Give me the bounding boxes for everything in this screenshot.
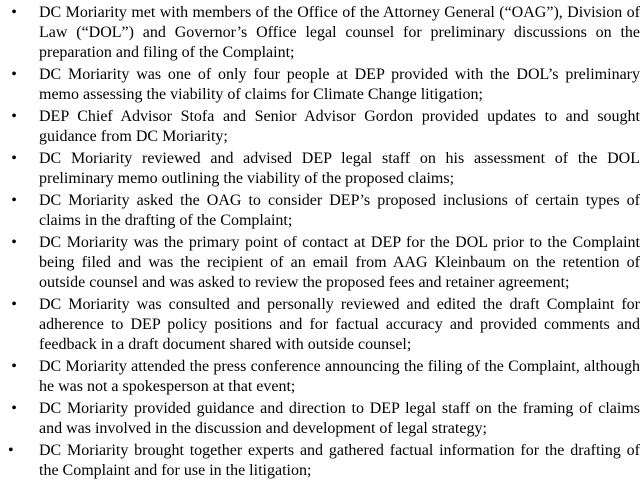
bullet-icon: • — [11, 192, 17, 209]
list-item — [0, 149, 640, 189]
list-item — [0, 233, 640, 293]
bullet-list — [0, 3, 640, 481]
bullet-icon: • — [11, 66, 17, 83]
list-item-text: DEP Chief Advisor Stofa and Senior Advisor Gordon provided updates to and sought guidance from DC Moriarity; — [39, 108, 640, 145]
bullet-icon: • — [11, 296, 17, 313]
list-item — [0, 399, 640, 439]
list-item — [0, 191, 640, 231]
list-item — [0, 3, 640, 63]
list-item-text: DC Moriarity provided guidance and direction to DEP legal staff on the framing of claims and was involved in the discussion and development of legal strategy; — [39, 400, 640, 437]
bullet-icon: • — [11, 4, 17, 21]
list-item-text: DC Moriarity was one of only four people at DEP provided with the DOL’s preliminary memo assessing the viability of claims for Climate Change litigation; — [39, 66, 640, 103]
list-item — [0, 295, 640, 355]
list-item-text: DC Moriarity was consulted and personally reviewed and edited the draft Complaint for adherence to DEP policy positions and for factual accuracy and provided comments and feedback in a draft document shared with outside counsel; — [39, 296, 640, 353]
bullet-icon: • — [11, 150, 17, 167]
list-item — [0, 357, 640, 397]
list-item-text: DC Moriarity met with members of the Office of the Attorney General (“OAG”), Division of Law (“DOL”) and Governor’s Office legal counsel for preliminary discussions on the preparation and filing of the Complaint; — [39, 4, 640, 61]
list-item — [0, 107, 640, 147]
bullet-icon: • — [11, 234, 17, 251]
list-item-text: DC Moriarity was the primary point of contact at DEP for the DOL prior to the Complaint being filed and was the recipient of an email from AAG Kleinbaum on the retention of outside counsel and was asked to review the proposed fees and retainer agreement; — [39, 234, 640, 291]
list-item-text: DC Moriarity reviewed and advised DEP legal staff on his assessment of the DOL preliminary memo outlining the viability of the proposed claims; — [39, 150, 640, 187]
list-item-text: DC Moriarity brought together experts and gathered factual information for the drafting of the Complaint and for use in the litigation; — [39, 442, 640, 479]
bullet-icon: • — [11, 108, 17, 125]
bullet-icon: • — [8, 442, 14, 459]
list-item-text: DC Moriarity asked the OAG to consider DEP’s proposed inclusions of certain types of claims in the drafting of the Complaint; — [39, 192, 640, 229]
list-item — [0, 65, 640, 105]
list-item-text: DC Moriarity attended the press conference announcing the filing of the Complaint, although he was not a spokesperson at that event; — [39, 358, 640, 395]
document-page — [0, 3, 640, 483]
bullet-icon: • — [11, 400, 17, 417]
list-item — [0, 441, 640, 481]
bullet-icon: • — [11, 358, 17, 375]
